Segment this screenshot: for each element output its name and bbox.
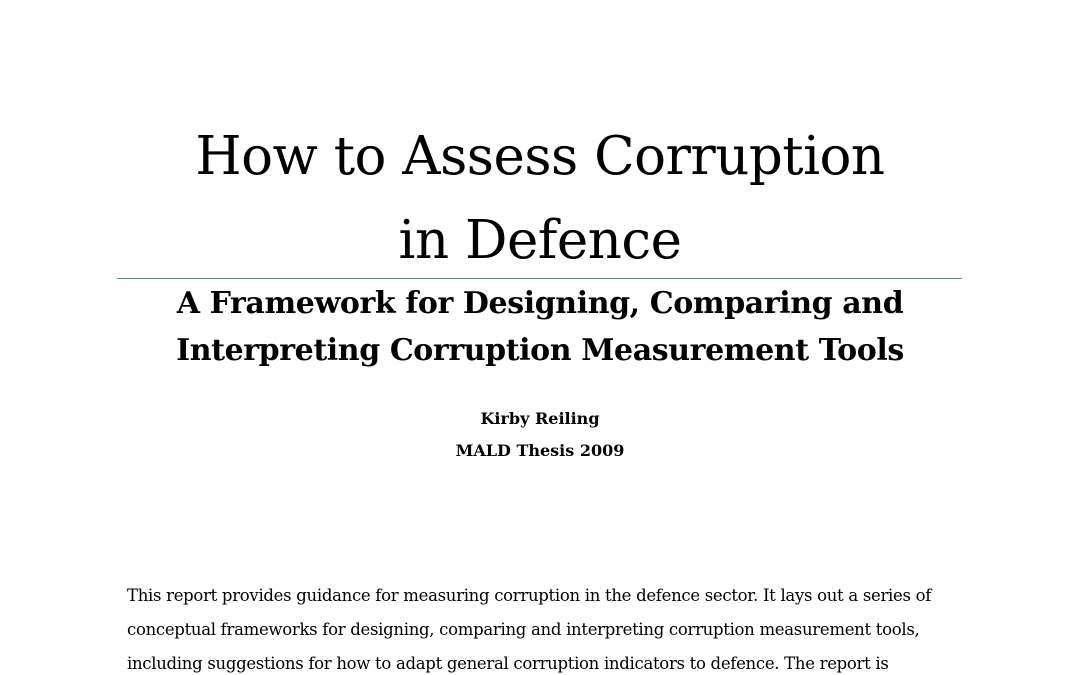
author-name: Kirby Reiling	[480, 409, 600, 428]
thesis-label: MALD Thesis 2009	[455, 441, 625, 460]
title-line-1: How to Assess Corruption	[195, 126, 885, 187]
abstract-line-3: including suggestions for how to adapt general corruption indicators to defence. The report is	[127, 654, 889, 673]
abstract-line-1: This report provides guidance for measuring corruption in the defence sector. It lays out a series of	[127, 586, 932, 605]
title-line-2: in Defence	[398, 210, 682, 271]
subtitle-line-2: Interpreting Corruption Measurement Tools	[176, 333, 904, 368]
abstract-line-2: conceptual frameworks for designing, comparing and interpreting corruption measurement tools,	[127, 620, 920, 639]
subtitle-line-1: A Framework for Designing, Comparing and	[176, 286, 904, 321]
title-divider	[117, 278, 962, 279]
